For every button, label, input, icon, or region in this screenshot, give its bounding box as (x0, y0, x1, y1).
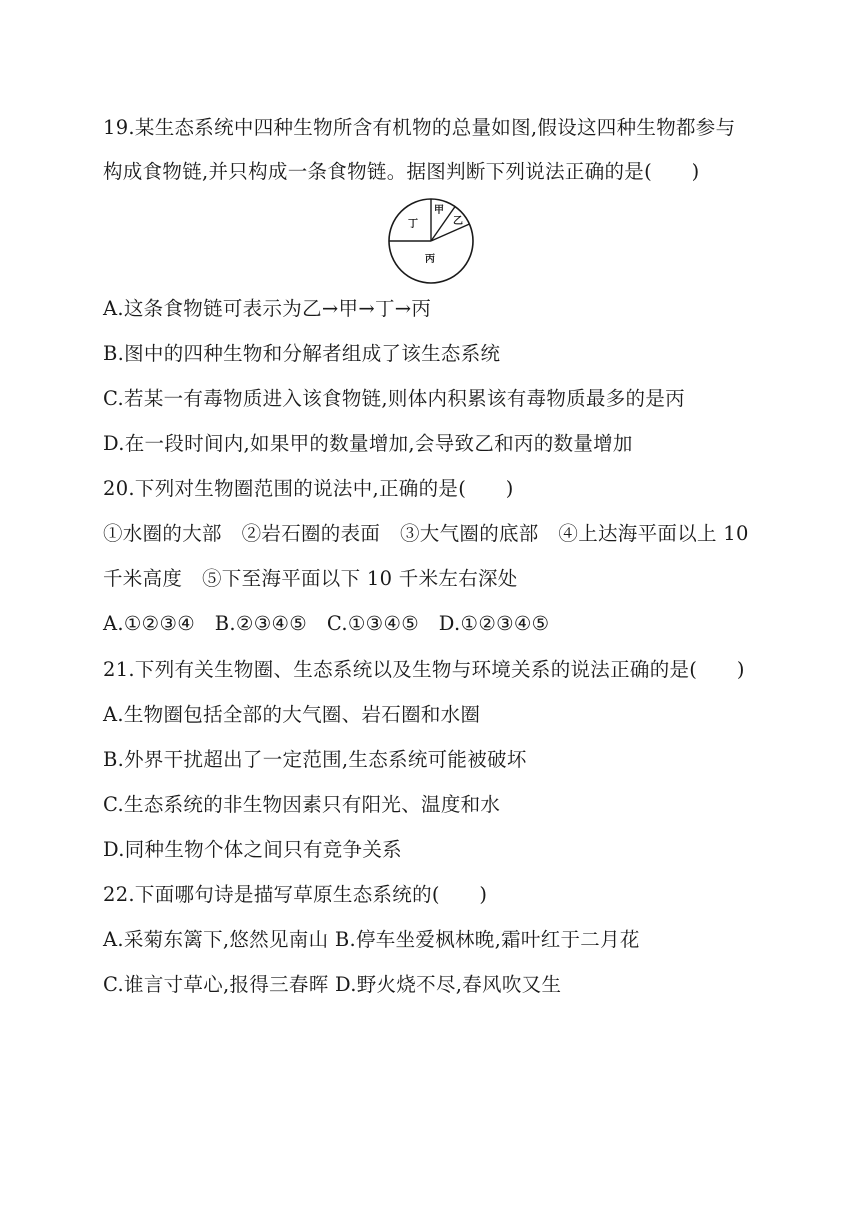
pie-label-yi: 乙 (453, 216, 463, 227)
q19-option-b: B.图中的四种生物和分解者组成了该生态系统 (103, 342, 501, 365)
q21-option-c: C.生态系统的非生物因素只有阳光、温度和水 (103, 793, 501, 816)
q22-options-line1: A.采菊东篱下,悠然见南山 B.停车坐爱枫林晚,霜叶红于二月花 (103, 928, 640, 951)
q19-option-a: A.这条食物链可表示为乙→甲→丁→丙 (103, 297, 432, 320)
q20-options: A.①②③④ B.②③④⑤ C.①③④⑤ D.①②③④⑤ (103, 612, 550, 635)
q19-pie-figure (386, 196, 478, 286)
q19-option-c: C.若某一有毒物质进入该食物链,则体内积累该有毒物质最多的是丙 (103, 387, 685, 410)
q22-stem: 22.下面哪句诗是描写草原生态系统的( ) (103, 883, 488, 906)
q21-stem: 21.下列有关生物圈、生态系统以及生物与环境关系的说法正确的是( ) (103, 658, 745, 681)
pie-label-bing: 丙 (425, 254, 435, 265)
q21-option-a: A.生物圈包括全部的大气圈、岩石圈和水圈 (103, 703, 481, 726)
q19-option-d: D.在一段时间内,如果甲的数量增加,会导致乙和丙的数量增加 (103, 432, 633, 455)
q21-option-d: D.同种生物个体之间只有竞争关系 (103, 838, 402, 861)
q20-items-line2: 千米高度 ⑤下至海平面以下 10 千米左右深处 (103, 567, 518, 590)
q19-stem-line1: 19.某生态系统中四种生物所含有机物的总量如图,假设这四种生物都参与 (103, 116, 736, 139)
pie-label-jia: 甲 (434, 205, 444, 216)
q21-option-b: B.外界干扰超出了一定范围,生态系统可能被破坏 (103, 748, 527, 771)
pie-label-ding: 丁 (408, 219, 418, 230)
q19-stem-line2: 构成食物链,并只构成一条食物链。据图判断下列说法正确的是( ) (103, 160, 700, 183)
q20-items-line1: ①水圈的大部 ②岩石圈的表面 ③大气圈的底部 ④上达海平面以上 10 (103, 522, 749, 545)
q20-stem: 20.下列对生物圈范围的说法中,正确的是( ) (103, 477, 514, 500)
q22-options-line2: C.谁言寸草心,报得三春晖 D.野火烧不尽,春风吹又生 (103, 973, 562, 996)
